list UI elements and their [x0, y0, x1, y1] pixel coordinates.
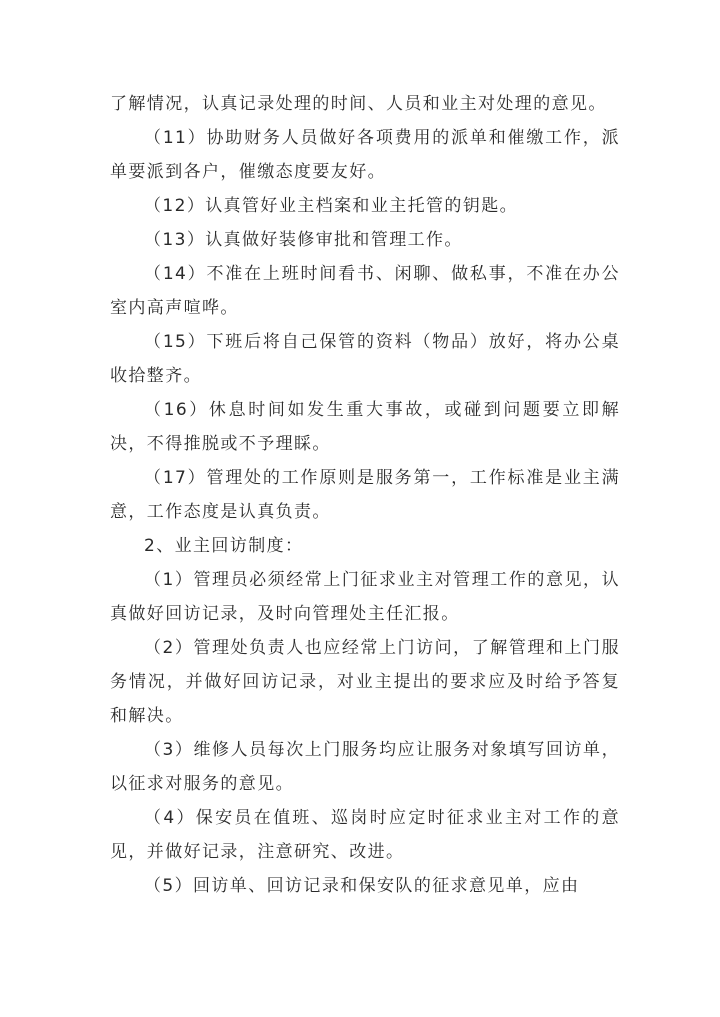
paragraph-item-13: （13）认真做好装修审批和管理工作。: [144, 230, 463, 250]
paragraph-visit-1: （1）管理员必须经常上门征求业主对管理工作的意见，认真做好回访记录，及时向管理处主任汇报。: [110, 570, 620, 624]
paragraph-item-16: （16）休息时间如发生重大事故，或碰到问题要立即解决，不得推脱或不予理睬。: [110, 400, 620, 454]
paragraph-item-14: （14）不准在上班时间看书、闲聊、做私事，不准在办公室内高声喧哗。: [110, 264, 620, 318]
paragraph-visit-4: （4）保安员在值班、巡岗时应定时征求业主对工作的意见，并做好记录，注意研究、改进。: [110, 808, 620, 862]
paragraph-item-15: （15）下班后将自己保管的资料（物品）放好，将办公桌收拾整齐。: [110, 332, 620, 386]
paragraph-item-11: （11）协助财务人员做好各项费用的派单和催缴工作，派单要派到各户，催缴态度要友好。: [110, 128, 620, 182]
document-body: [110, 87, 620, 903]
paragraph-item-12: （12）认真管好业主档案和业主托管的钥匙。: [144, 196, 519, 216]
paragraph-visit-3: （3）维修人员每次上门服务均应让服务对象填写回访单，以征求对服务的意见。: [110, 740, 620, 794]
section-heading: 2、业主回访制度：: [144, 536, 304, 556]
paragraph-continuation: 了解情况，认真记录处理的时间、人员和业主对处理的意见。: [110, 94, 607, 114]
paragraph-visit-5: （5）回访单、回访记录和保安队的征求意见单，应由: [144, 876, 580, 896]
paragraph-visit-2: （2）管理处负责人也应经常上门访问，了解管理和上门服务情况，并做好回访记录，对业主提出的要求应及时给予答复和解决。: [110, 638, 620, 726]
paragraph-item-17: （17）管理处的工作原则是服务第一，工作标准是业主满意，工作态度是认真负责。: [110, 468, 620, 522]
